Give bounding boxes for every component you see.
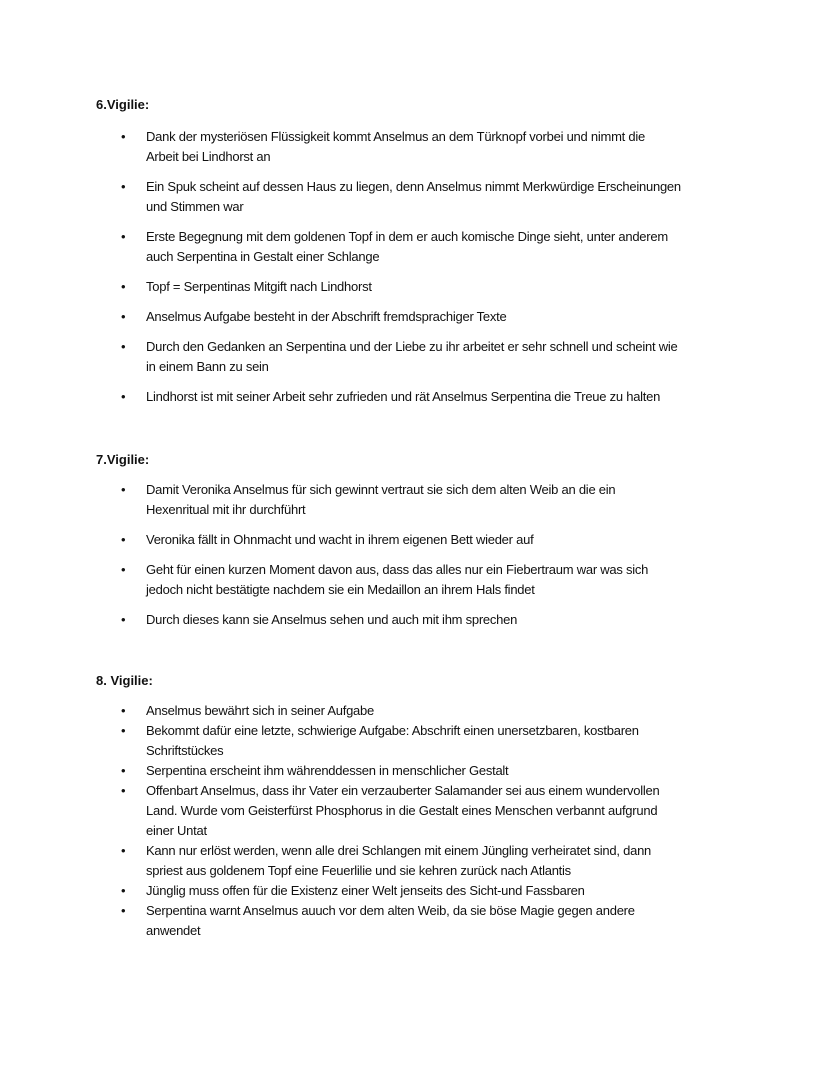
bullet-icon: • [121,883,126,898]
bullet-icon: • [121,339,126,354]
list-item-text: einer Untat [146,823,207,838]
bullet-icon: • [121,723,126,738]
list-item [96,227,756,267]
bullet-icon: • [121,532,126,547]
list-item-text: Arbeit bei Lindhorst an [146,149,271,164]
list-item [96,721,756,761]
section-vigilie-6 [96,95,756,417]
bullet-icon: • [121,612,126,627]
list-item-text: Geht für einen kurzen Moment davon aus, dass das alles nur ein Fiebertraum war was sich [146,562,649,577]
list-item-text: Topf = Serpentinas Mitgift nach Lindhorst [146,279,372,294]
section-heading: 8. Vigilie: [96,673,153,688]
list-item-text: in einem Bann zu sein [146,359,269,374]
bullet-icon: • [121,783,126,798]
bullet-list [96,127,756,407]
section-heading: 7.Vigilie: [96,452,150,467]
list-item-text: anwendet [146,923,201,938]
list-item [96,387,756,407]
list-item [96,781,756,841]
list-item-text: jedoch nicht bestätigte nachdem sie ein Medaillon an ihrem Hals findet [146,582,535,597]
list-item [96,560,756,600]
bullet-list [96,701,756,941]
list-item-text: Anselmus Aufgabe besteht in der Abschrift fremdsprachiger Texte [146,309,507,324]
list-item-text: Damit Veronika Anselmus für sich gewinnt vertraut sie sich dem alten Weib an die ein [146,482,616,497]
bullet-icon: • [121,179,126,194]
bullet-list [96,480,756,630]
list-item [96,610,756,630]
bullet-icon: • [121,562,126,577]
list-item-text: Schriftstückes [146,743,224,758]
bullet-icon: • [121,229,126,244]
list-item [96,277,756,297]
bullet-icon: • [121,279,126,294]
list-item-text: Lindhorst ist mit seiner Arbeit sehr zufrieden und rät Anselmus Serpentina die Treue zu halten [146,389,661,404]
section-vigilie-7 [96,450,756,640]
list-item-text: Veronika fällt in Ohnmacht und wacht in ihrem eigenen Bett wieder auf [146,532,534,547]
list-item [96,530,756,550]
section-vigilie-8 [96,671,756,941]
bullet-icon: • [121,903,126,918]
list-item [96,177,756,217]
list-item [96,841,756,881]
list-item-text: und Stimmen war [146,199,244,214]
list-item-text: auch Serpentina in Gestalt einer Schlange [146,249,380,264]
list-item-text: Anselmus bewährt sich in seiner Aufgabe [146,703,374,718]
list-item-text: Kann nur erlöst werden, wenn alle drei Schlangen mit einem Jüngling verheiratet sind, dann [146,843,652,858]
list-item-text: Land. Wurde vom Geisterfürst Phosphorus in die Gestalt eines Menschen verbannt aufgrund [146,803,658,818]
bullet-icon: • [121,129,126,144]
list-item-text: Bekommt dafür eine letzte, schwierige Aufgabe: Abschrift einen unersetzbaren, kostbaren [146,723,639,738]
list-item-text: Ein Spuk scheint auf dessen Haus zu liegen, denn Anselmus nimmt Merkwürdige Erscheinungen [146,179,681,194]
list-item-text: Durch dieses kann sie Anselmus sehen und auch mit ihm sprechen [146,612,518,627]
list-item-text: spriest aus goldenem Topf eine Feuerlilie und sie kehren zurück nach Atlantis [146,863,571,878]
list-item [96,307,756,327]
list-item [96,127,756,167]
bullet-icon: • [121,703,126,718]
bullet-icon: • [121,482,126,497]
list-item [96,480,756,520]
list-item [96,337,756,377]
list-item-text: Hexenritual mit ihr durchführt [146,502,306,517]
bullet-icon: • [121,389,126,404]
bullet-icon: • [121,763,126,778]
bullet-icon: • [121,843,126,858]
list-item [96,761,756,781]
list-item [96,901,756,941]
list-item-text: Durch den Gedanken an Serpentina und der Liebe zu ihr arbeitet er sehr schnell und scheint wie [146,339,678,354]
list-item-text: Erste Begegnung mit dem goldenen Topf in dem er auch komische Dinge sieht, unter anderem [146,229,668,244]
list-item [96,701,756,721]
list-item-text: Serpentina warnt Anselmus auuch vor dem alten Weib, da sie böse Magie gegen andere [146,903,635,918]
list-item-text: Serpentina erscheint ihm währenddessen in menschlicher Gestalt [146,763,509,778]
list-item-text: Offenbart Anselmus, dass ihr Vater ein verzauberter Salamander sei aus einem wundervollen [146,783,660,798]
list-item [96,881,756,901]
list-item-text: Jünglig muss offen für die Existenz einer Welt jenseits des Sicht-und Fassbaren [146,883,585,898]
bullet-icon: • [121,309,126,324]
list-item-text: Dank der mysteriösen Flüssigkeit kommt Anselmus an dem Türknopf vorbei und nimmt die [146,129,645,144]
section-heading: 6.Vigilie: [96,97,150,112]
